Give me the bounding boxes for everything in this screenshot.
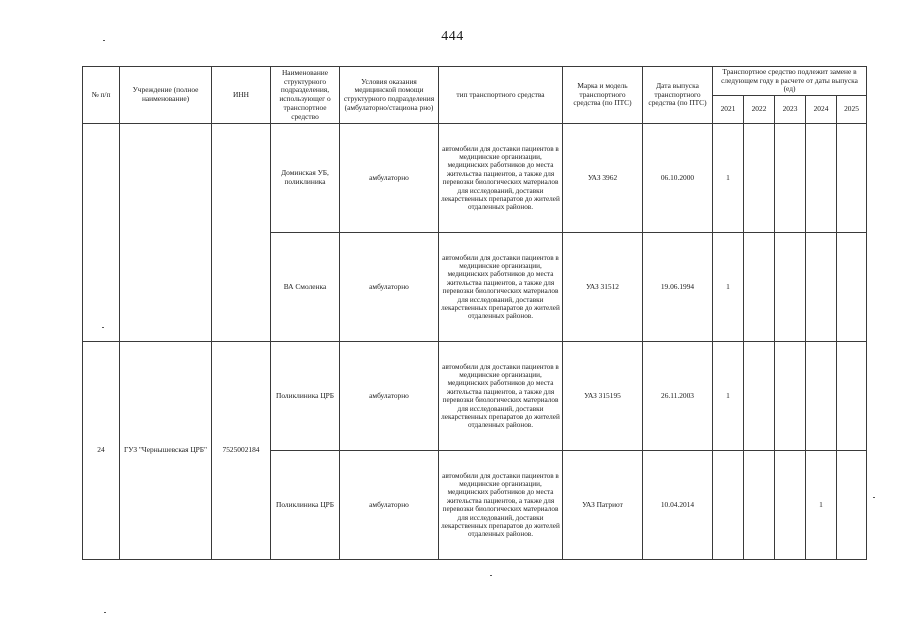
group-continued-cell — [83, 233, 120, 342]
header-conditions: Условия оказания медицинской помощи структурного подразделения (амбулаторно/стациона рно) — [340, 67, 439, 124]
year-2023-cell — [775, 451, 806, 560]
year-2022-cell — [744, 233, 775, 342]
year-2022-cell — [744, 451, 775, 560]
year-2023-cell — [775, 233, 806, 342]
year-2021-cell: 1 — [713, 124, 744, 233]
scan-speck — [104, 612, 106, 613]
scan-speck — [490, 575, 492, 576]
year-2021-cell: 1 — [713, 342, 744, 451]
unit-cell: ВА Смоленка — [271, 233, 340, 342]
header-year: 2021 — [713, 96, 744, 124]
header-unit: Наименование структурного подразделения, использующег о транспортное средство — [271, 67, 340, 124]
conditions-cell: амбулаторно — [340, 124, 439, 233]
group-continued-cell — [212, 233, 271, 342]
vehicle-registry-table — [82, 66, 867, 560]
vehicle-type-cell: автомобили для доставки пациентов в медицинские организации, медицинских работников до места жительства пациентов, а также для перевозки биологических материалов для исследований, доставки лекарственных препаратов до жителей отдаленных районов. — [439, 451, 563, 560]
group-continued-cell — [83, 124, 120, 233]
table-row — [83, 233, 867, 342]
scan-speck — [873, 497, 875, 498]
inn-cell: 7525002184 — [212, 342, 271, 560]
header-year: 2023 — [775, 96, 806, 124]
issue-date-cell: 19.06.1994 — [643, 233, 713, 342]
year-2024-cell — [806, 233, 837, 342]
issue-date-cell: 10.04.2014 — [643, 451, 713, 560]
header-date: Дата выпуска транспортного средства (по ПТС) — [643, 67, 713, 124]
scan-speck — [102, 327, 104, 328]
vehicle-type-cell: автомобили для доставки пациентов в медицинские организации, медицинских работников до места жительства пациентов, а также для перевозки биологических материалов для исследований, доставки лекарственных препаратов до жителей отдаленных районов. — [439, 124, 563, 233]
year-2025-cell — [837, 451, 867, 560]
page-number: 444 — [441, 29, 464, 44]
table-row — [83, 124, 867, 233]
header-brand: Марка и модель транспортного средства (по ПТС) — [563, 67, 643, 124]
scan-speck — [103, 40, 105, 41]
header-year: 2022 — [744, 96, 775, 124]
brand-cell: УАЗ 3962 — [563, 124, 643, 233]
vehicle-type-cell: автомобили для доставки пациентов в медицинские организации, медицинских работников до места жительства пациентов, а также для перевозки биологических материалов для исследований, доставки лекарственных препаратов до жителей отдаленных районов. — [439, 342, 563, 451]
header-num: № п/п — [83, 67, 120, 124]
issue-date-cell: 06.10.2000 — [643, 124, 713, 233]
group-continued-cell — [120, 124, 212, 233]
unit-cell: Поликлиника ЦРБ — [271, 451, 340, 560]
conditions-cell: амбулаторно — [340, 233, 439, 342]
conditions-cell: амбулаторно — [340, 451, 439, 560]
row-number-cell: 24 — [83, 342, 120, 560]
header-inn: ИНН — [212, 67, 271, 124]
group-continued-cell — [212, 124, 271, 233]
header-institution: Учреждение (полное наименование) — [120, 67, 212, 124]
group-continued-cell — [120, 233, 212, 342]
header-type: тип транспортного средства — [439, 67, 563, 124]
brand-cell: УАЗ 31512 — [563, 233, 643, 342]
vehicle-type-cell: автомобили для доставки пациентов в медицинские организации, медицинских работников до места жительства пациентов, а также для перевозки биологических материалов для исследований, доставки лекарственных препаратов до жителей отдаленных районов. — [439, 233, 563, 342]
year-2021-cell: 1 — [713, 233, 744, 342]
header-year: 2025 — [837, 96, 867, 124]
year-2023-cell — [775, 342, 806, 451]
year-2021-cell — [713, 451, 744, 560]
conditions-cell: амбулаторно — [340, 342, 439, 451]
header-replacement-group: Транспортное средство подлежит замене в следующем году в расчете от даты выпуска (ед) — [713, 67, 867, 96]
institution-cell: ГУЗ "Чернышевская ЦРБ" — [120, 342, 212, 560]
year-2025-cell — [837, 342, 867, 451]
header-year: 2024 — [806, 96, 837, 124]
brand-cell: УАЗ Патриот — [563, 451, 643, 560]
year-2024-cell — [806, 342, 837, 451]
year-2025-cell — [837, 233, 867, 342]
issue-date-cell: 26.11.2003 — [643, 342, 713, 451]
year-2024-cell — [806, 124, 837, 233]
year-2022-cell — [744, 124, 775, 233]
table-row — [83, 342, 867, 451]
year-2022-cell — [744, 342, 775, 451]
year-2025-cell — [837, 124, 867, 233]
unit-cell: Доминская УБ, поликлиника — [271, 124, 340, 233]
year-2023-cell — [775, 124, 806, 233]
unit-cell: Поликлиника ЦРБ — [271, 342, 340, 451]
brand-cell: УАЗ 315195 — [563, 342, 643, 451]
year-2024-cell: 1 — [806, 451, 837, 560]
